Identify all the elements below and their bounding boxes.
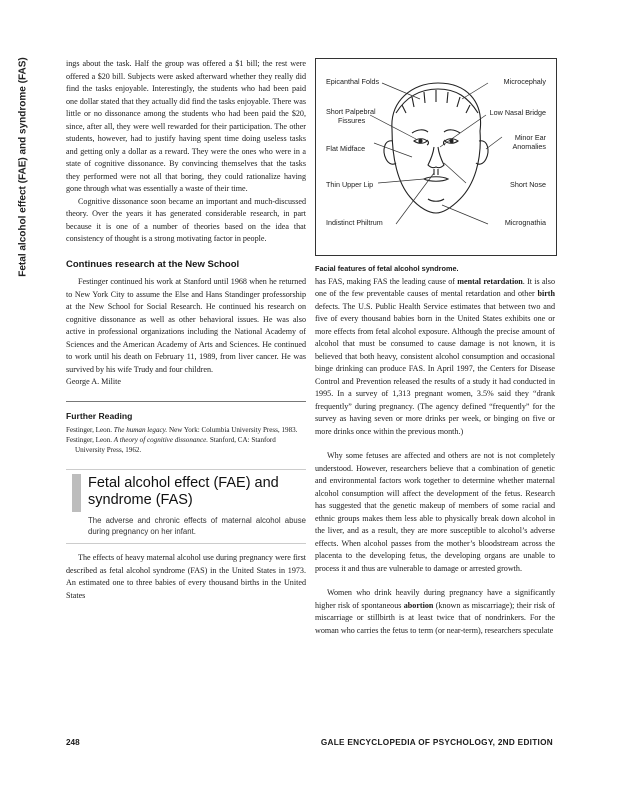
label-epicanthal-folds: Epicanthal Folds	[326, 77, 380, 86]
entry-title: Fetal alcohol effect (FAE) and syndrome (FAS)	[88, 475, 279, 508]
running-head	[12, 52, 34, 282]
reference-publisher: Stanford, CA: Stanford University Press, 1962.	[75, 436, 276, 454]
label-low-nasal-bridge: Low Nasal Bridge	[489, 108, 546, 117]
label-indistinct-philtrum: Indistinct Philtrum	[326, 218, 383, 227]
page-number: 248	[66, 738, 80, 747]
label-microcephaly: Microcephaly	[503, 77, 546, 86]
entry-heading-box	[66, 469, 306, 544]
right-column	[315, 58, 555, 637]
label-line: Fissures	[338, 115, 366, 125]
reference-author: Festinger, Leon.	[66, 426, 113, 434]
figure-caption: Facial features of fetal alcohol syndrome.	[315, 264, 459, 273]
term-bold: mental retardation	[457, 276, 523, 286]
paragraph: ings about the task. Half the group was offered a $1 bill; the rest were offered a $20 bill. Subjects were asked afterward whether they really did find the tasks enjoyable. Interestingly, the students who had been paid one dollar stated that they actually did find the tasks enjoyable. There was little or no dissonance among the students who had been paid the $20, since, after all, they were well rewarded for their participation. The other students, however, had to justify having spent time doing useless tasks and getting only a dollar as a reward. They were the ones who were in a state of cognitive dissonance. By convincing themselves that the tasks they performed were not all that boring, they could rationalize having gone through what was essentially a waste of their time.	[66, 59, 306, 193]
reference-publisher: New York: Columbia University Press, 1983.	[168, 426, 298, 434]
term-bold: abortion	[403, 600, 434, 610]
further-reading-heading: Further Reading	[66, 410, 133, 421]
section-subheading: Continues research at the New School	[66, 258, 240, 270]
author-signature: George A. Milite	[66, 377, 121, 386]
divider	[66, 401, 306, 402]
label-minor-ear-anomalies	[512, 134, 546, 151]
paragraph: Why some fetuses are affected and others are not is not completely understood. However, researchers believe that a combination of genetic and environmental factors work together to determine whether maternal alcohol consumption will affect the development of the fetus. Research has suggested that the genetic makeup of members of some racial and ethnic groups makes them less able to physically break down alcohol in the liver, and as a result, they are more susceptible to alcohol’s adverse effects. When alcohol passes from the mother’s bloodstream across the placenta to the developing fetus, the developing organs are unable to process it and thus are vulnerable to damage or arrested growth.	[315, 451, 555, 573]
entry-summary: The adverse and chronic effects of maternal alcohol abuse during pregnancy on her infant.	[88, 516, 306, 536]
publication-title: GALE ENCYCLOPEDIA OF PSYCHOLOGY, 2ND EDITION	[320, 738, 553, 747]
label-thin-upper-lip: Thin Upper Lip	[326, 180, 374, 189]
label-line: Minor Ear	[514, 133, 546, 142]
reference-item	[66, 425, 306, 435]
label-micrognathia: Micrognathia	[504, 218, 546, 227]
text-run: . It is also one of the few preventable causes of mental retardation and other	[315, 276, 556, 298]
paragraph: The effects of heavy maternal alcohol use during pregnancy were first described as fetal alcohol syndrome (FAS) in the United States in 1973. An estimated one to three babies of every thousand births in the United States	[66, 553, 306, 600]
label-line: Anomalies	[512, 141, 546, 151]
text-run: defects. The U.S. Public Health Service estimates that between two and five of every thousand babies born in the United States exhibits one or more effects from fetal alcohol exposure. Although the precise amount of alcohol that must be consumed to cause damage is not known, it is believed that both heavy, consistent alcohol consumption and occasional binge drinking can produce FAS. In April 1997, the Centers for Disease Control and Prevention released the results of a study it had conducted in 1995. In a survey of 1,313 pregnant women, 3.5% said they “drank frequently” during pregnancy. (The agency defined “frequently” for the survey as having seven or more drinks per week, or binging on five or more drinks once within the previous month.)	[315, 301, 555, 436]
running-head-text: Fetal alcohol effect (FAE) and syndrome (FAS)	[17, 57, 29, 277]
paragraph: Festinger continued his work at Stanford until 1968 when he returned to New York City to assume the Else and Hans Standinger professorship at the New School for Social Research. He continued his research on cognitive dissonance as well as other behavioral issues. He was also active in professional organizations including the National Academy of Sciences and the American Academy of Arts and Sciences. He continued to work until his death on February 11, 1989, from liver cancer. He was survived by his wife Trudy and four children.	[66, 277, 306, 374]
paragraph: Cognitive dissonance soon became an important and much-discussed theory. Over the years it has generated considerable research, in part because it is one of a number of theories based on the idea that consistency of thought is a strong motivating factor in people.	[66, 196, 306, 243]
left-column	[66, 58, 306, 602]
text-run: Women who drink heavily during pregnancy have a significantly higher risk of spontaneous	[315, 588, 555, 610]
text-run: has FAS, making FAS the leading cause of	[315, 276, 458, 286]
label-short-nose: Short Nose	[510, 180, 546, 189]
reference-author: Festinger, Leon.	[66, 436, 113, 444]
fas-face-figure	[315, 58, 557, 256]
reference-title: The human legacy.	[113, 426, 168, 434]
reference-item	[66, 435, 306, 455]
term-bold: birth	[537, 289, 555, 298]
entry-marker-bar	[72, 474, 81, 512]
text-run: (known as miscarriage); their risk of miscarriage or stillbirth is at least twice that of nondrinkers. For the woman who carries the fetus to term (or near-term), researchers speculate	[315, 600, 555, 635]
label-short-palpebral	[326, 108, 376, 125]
reference-title: A theory of cognitive dissonance.	[113, 436, 209, 444]
label-line: Short Palpebral	[326, 107, 376, 116]
paragraph	[315, 276, 555, 439]
paragraph	[315, 587, 555, 637]
label-flat-midface: Flat Midface	[326, 144, 366, 153]
